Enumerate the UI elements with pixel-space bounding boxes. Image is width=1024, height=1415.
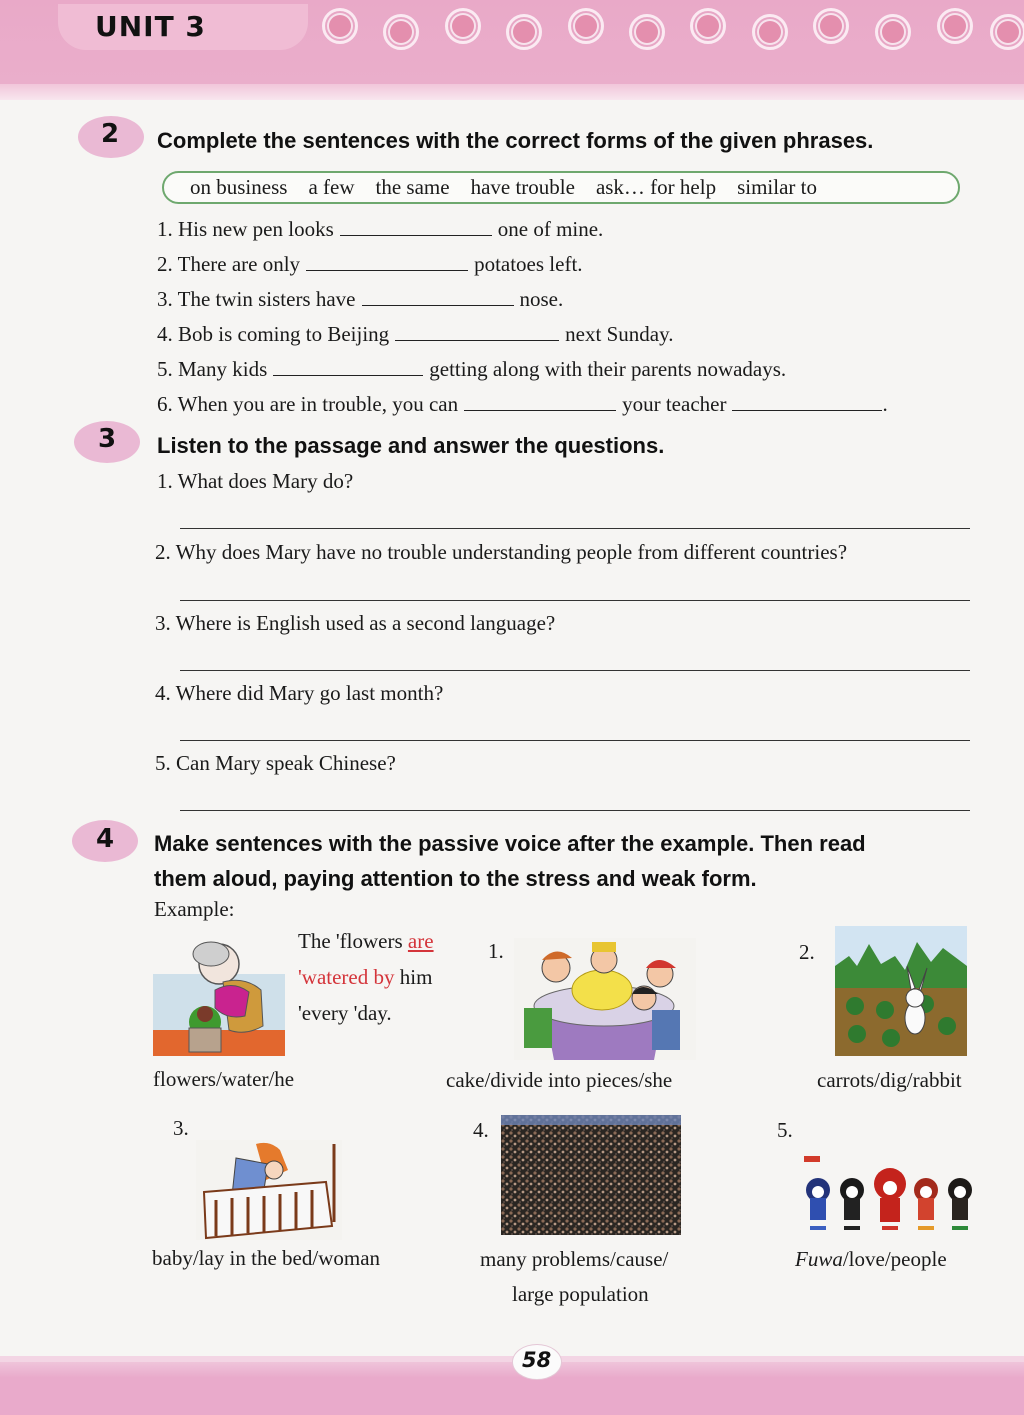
- sentence-text: 6. When you are in trouble, you can: [157, 392, 459, 416]
- task-number: 5.: [777, 1118, 793, 1142]
- answer-line[interactable]: [180, 810, 970, 811]
- sentence-text: getting along with their parents nowadays.: [429, 357, 787, 381]
- example-caption: flowers/water/he: [153, 1067, 295, 1091]
- answer-line[interactable]: [180, 600, 970, 601]
- example-text: him: [394, 965, 433, 989]
- task-number: 1.: [488, 939, 504, 963]
- section-2-heading: Complete the sentences with the correct forms of the given phrases.: [157, 128, 874, 153]
- task-image-fuwa-mascots: [798, 1154, 978, 1236]
- sentence-text: nose.: [519, 287, 564, 311]
- ring-decoration: [752, 14, 788, 50]
- example-text-highlight: 'watered by: [298, 965, 395, 989]
- ring-decoration: [990, 14, 1024, 50]
- section-4-heading-line1: Make sentences with the passive voice after the example. Then read: [154, 831, 866, 856]
- task-number: 4.: [473, 1118, 489, 1142]
- answer-line[interactable]: [180, 528, 970, 529]
- task-image-woman-laying-baby-in-crib: [196, 1140, 342, 1240]
- ring-decoration: [813, 8, 849, 44]
- phrase: on business: [190, 175, 288, 199]
- task-caption-line2: large population: [512, 1282, 649, 1306]
- question: 4. Where did Mary go last month?: [155, 681, 444, 705]
- phrase: similar to: [737, 175, 817, 199]
- sentence-item: [157, 217, 603, 242]
- section-3-number: 3: [98, 424, 117, 454]
- page-number: 58: [522, 1348, 552, 1372]
- answer-blank[interactable]: [273, 357, 423, 376]
- example-image-man-watering-flowers: [153, 936, 285, 1056]
- answer-line[interactable]: [180, 670, 970, 671]
- footer-band: [0, 1362, 1024, 1415]
- task-number: 2.: [799, 940, 815, 964]
- ring-decoration: [506, 14, 542, 50]
- example-text-highlight: are: [407, 929, 434, 953]
- header-strip: [0, 84, 1024, 100]
- sentence-item: [157, 252, 583, 277]
- section-4-number: 4: [96, 824, 115, 854]
- task-caption-line1: many problems/cause/: [480, 1247, 669, 1271]
- phrase: a few: [308, 175, 355, 199]
- phrase: have trouble: [470, 175, 575, 199]
- ring-decoration: [383, 14, 419, 50]
- answer-blank[interactable]: [464, 392, 616, 411]
- phrase: ask… for help: [595, 175, 717, 199]
- ring-decoration: [690, 8, 726, 44]
- sentence-item: [157, 357, 786, 382]
- ring-decoration: [629, 14, 665, 50]
- ring-decoration: [937, 8, 973, 44]
- phrase-box: [162, 171, 960, 204]
- sentence-item: [157, 287, 563, 312]
- task-caption: cake/divide into pieces/she: [446, 1068, 673, 1092]
- answer-line[interactable]: [180, 740, 970, 741]
- sentence-text: 1. His new pen looks: [157, 217, 334, 241]
- task-caption: carrots/dig/rabbit: [817, 1068, 962, 1092]
- unit-title: UNIT 3: [95, 10, 206, 43]
- task-number: 3.: [173, 1116, 189, 1140]
- task-caption: [795, 1247, 947, 1272]
- answer-blank[interactable]: [340, 217, 492, 236]
- question: 2. Why does Mary have no trouble understanding people from different countries?: [155, 540, 848, 564]
- example-sentence-line1: [298, 929, 434, 954]
- ring-decoration: [445, 8, 481, 44]
- section-3-heading: Listen to the passage and answer the questions.: [157, 433, 665, 458]
- answer-blank[interactable]: [362, 287, 514, 306]
- example-label: Example:: [154, 897, 235, 921]
- sentence-text: 3. The twin sisters have: [157, 287, 356, 311]
- section-4-heading-line2: them aloud, paying attention to the stress and weak form.: [154, 866, 757, 891]
- section-2-number: 2: [101, 119, 120, 149]
- example-text: The 'flowers: [298, 929, 408, 953]
- sentence-text: 4. Bob is coming to Beijing: [157, 322, 390, 346]
- answer-blank[interactable]: [395, 322, 559, 341]
- task-caption: baby/lay in the bed/woman: [152, 1246, 381, 1270]
- sentence-text: next Sunday.: [565, 322, 674, 346]
- sentence-text: 2. There are only: [157, 252, 301, 276]
- sentence-text: your teacher: [622, 392, 727, 416]
- ring-decoration: [322, 8, 358, 44]
- answer-blank[interactable]: [732, 392, 882, 411]
- phrase: the same: [375, 175, 450, 199]
- sentence-text: one of mine.: [497, 217, 604, 241]
- question: 5. Can Mary speak Chinese?: [155, 751, 396, 775]
- example-sentence-line2: [298, 965, 432, 990]
- question: 1. What does Mary do?: [157, 469, 354, 493]
- task-caption-rest: /love/people: [842, 1247, 947, 1271]
- task-caption-italic: Fuwa: [795, 1247, 843, 1271]
- sentence-text: 5. Many kids: [157, 357, 268, 381]
- sentence-text: .: [882, 392, 888, 416]
- answer-blank[interactable]: [306, 252, 468, 271]
- ring-decoration: [875, 14, 911, 50]
- task-image-large-crowd: [501, 1115, 681, 1235]
- sentence-item: [157, 322, 673, 347]
- ring-decoration: [568, 8, 604, 44]
- sentence-item: [157, 392, 888, 417]
- question: 3. Where is English used as a second language?: [155, 611, 556, 635]
- example-sentence-line3: 'every 'day.: [298, 1001, 392, 1025]
- sentence-text: potatoes left.: [474, 252, 583, 276]
- task-image-rabbit-digging-carrots: [835, 926, 967, 1056]
- task-image-family-dividing-cake: [514, 938, 696, 1060]
